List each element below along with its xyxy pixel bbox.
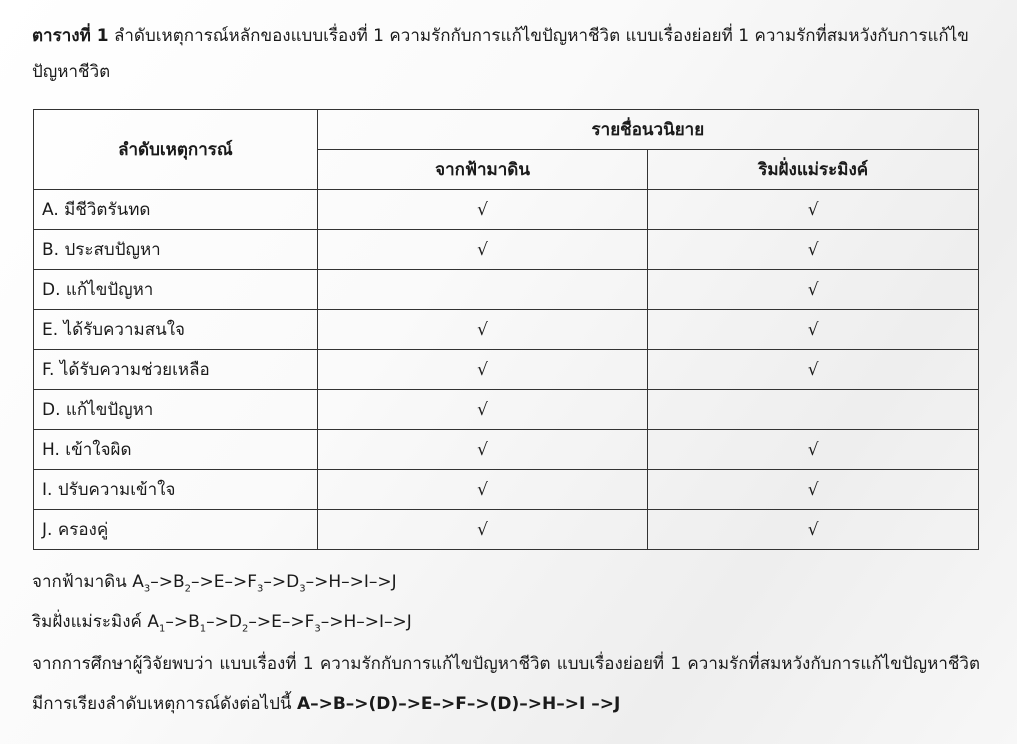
- sequence-step-subscript: 3: [257, 583, 264, 595]
- sequence-step-subscript: 2: [241, 623, 249, 635]
- check-cell-novel-1: √: [317, 470, 648, 510]
- check-cell-novel-2: √: [648, 470, 979, 510]
- sequence-step-subscript: 2: [184, 583, 192, 595]
- check-cell-novel-1: √: [317, 230, 648, 270]
- event-cell: E. ได้รับความสนใจ: [34, 310, 318, 350]
- check-cell-novel-2: √: [648, 270, 979, 310]
- sequence-step: –>B: [150, 572, 185, 592]
- sequence-step: –>E–>F: [248, 612, 315, 632]
- table-row: [34, 510, 979, 550]
- table-caption: [32, 18, 982, 90]
- event-cell: I. ปรับความเข้าใจ: [34, 470, 318, 510]
- check-cell-novel-2: [648, 390, 979, 430]
- table-row: [34, 190, 979, 230]
- table-body: [34, 190, 979, 550]
- check-cell-novel-1: √: [317, 430, 648, 470]
- header-novel-2: ริมฝั่งแม่ระมิงค์: [648, 150, 979, 190]
- sequence-step: –>E–>F: [191, 572, 258, 592]
- event-cell: D. แก้ไขปัญหา: [34, 390, 318, 430]
- event-cell: B. ประสบปัญหา: [34, 230, 318, 270]
- check-cell-novel-1: √: [317, 350, 648, 390]
- check-cell-novel-2: √: [648, 430, 979, 470]
- sequence-step: –>B: [165, 612, 200, 632]
- sequence-step-subscript: 3: [314, 623, 321, 635]
- sequence-step: A: [132, 572, 144, 592]
- event-cell: D. แก้ไขปัญหา: [34, 270, 318, 310]
- table-row: [34, 270, 979, 310]
- event-cell: J. ครองคู่: [34, 510, 318, 550]
- check-cell-novel-1: [317, 270, 648, 310]
- check-cell-novel-1: √: [317, 190, 648, 230]
- caption-label: ตารางที่ 1: [32, 26, 109, 46]
- table-row: [34, 350, 979, 390]
- sequence-step-subscript: 3: [143, 583, 151, 595]
- sequence-step: –>D: [263, 572, 300, 592]
- table-row: [34, 230, 979, 270]
- event-sequence-table: [33, 109, 979, 550]
- check-cell-novel-2: √: [648, 350, 979, 390]
- sequence-step-subscript: 1: [158, 623, 166, 635]
- sequence-step: A: [147, 612, 159, 632]
- event-cell: A. มีชีวิตรันทด: [34, 190, 318, 230]
- sequence-novel-name: จากฟ้ามาดิน: [32, 572, 127, 592]
- header-novel-list: รายชื่อนวนิยาย: [317, 110, 978, 150]
- table-row: [34, 470, 979, 510]
- sequence-line-novel-1: [32, 572, 397, 599]
- sequence-step-subscript: 1: [199, 623, 207, 635]
- sequence-novel-name: ริมฝั่งแม่ระมิงค์: [32, 612, 142, 632]
- header-novel-1: จากฟ้ามาดิน: [317, 150, 648, 190]
- sequence-line-novel-2: [32, 612, 412, 639]
- conclusion-text: จากการศึกษาผู้วิจัยพบว่า แบบเรื่องที่ 1 ความรักกับการแก้ไขปัญหาชีวิต แบบเรื่องย่อยที่ 1 ความรักที่สมหวังกับการแก้ไขปัญหาชีวิต มีการเรียงลำดับเหตุการณ์ดังต่อไปนี้: [32, 654, 980, 714]
- sequence-step: –>H–>I–>J: [305, 572, 397, 592]
- event-cell: F. ได้รับความช่วยเหลือ: [34, 350, 318, 390]
- check-cell-novel-2: √: [648, 310, 979, 350]
- event-cell: H. เข้าใจผิด: [34, 430, 318, 470]
- check-cell-novel-2: √: [648, 510, 979, 550]
- conclusion-paragraph: [32, 644, 980, 724]
- check-cell-novel-1: √: [317, 510, 648, 550]
- sequence-step: –>D: [206, 612, 242, 632]
- table-row: [34, 430, 979, 470]
- check-cell-novel-1: √: [317, 390, 648, 430]
- header-event-order: ลำดับเหตุการณ์: [34, 110, 318, 190]
- check-cell-novel-2: √: [648, 230, 979, 270]
- table-row: [34, 390, 979, 430]
- sequence-step-subscript: 3: [299, 583, 306, 595]
- check-cell-novel-1: √: [317, 310, 648, 350]
- table-row: [34, 310, 979, 350]
- caption-text: ลำดับเหตุการณ์หลักของแบบเรื่องที่ 1 ความรักกับการแก้ไขปัญหาชีวิต แบบเรื่องย่อยที่ 1 ความรักที่สมหวังกับการแก้ไขปัญหาชีวิต: [32, 26, 969, 82]
- check-cell-novel-2: √: [648, 190, 979, 230]
- conclusion-formula: A–>B–>(D)–>E–>F–>(D)–>H–>I –>J: [296, 694, 621, 714]
- sequence-step: –>H–>I–>J: [320, 612, 412, 632]
